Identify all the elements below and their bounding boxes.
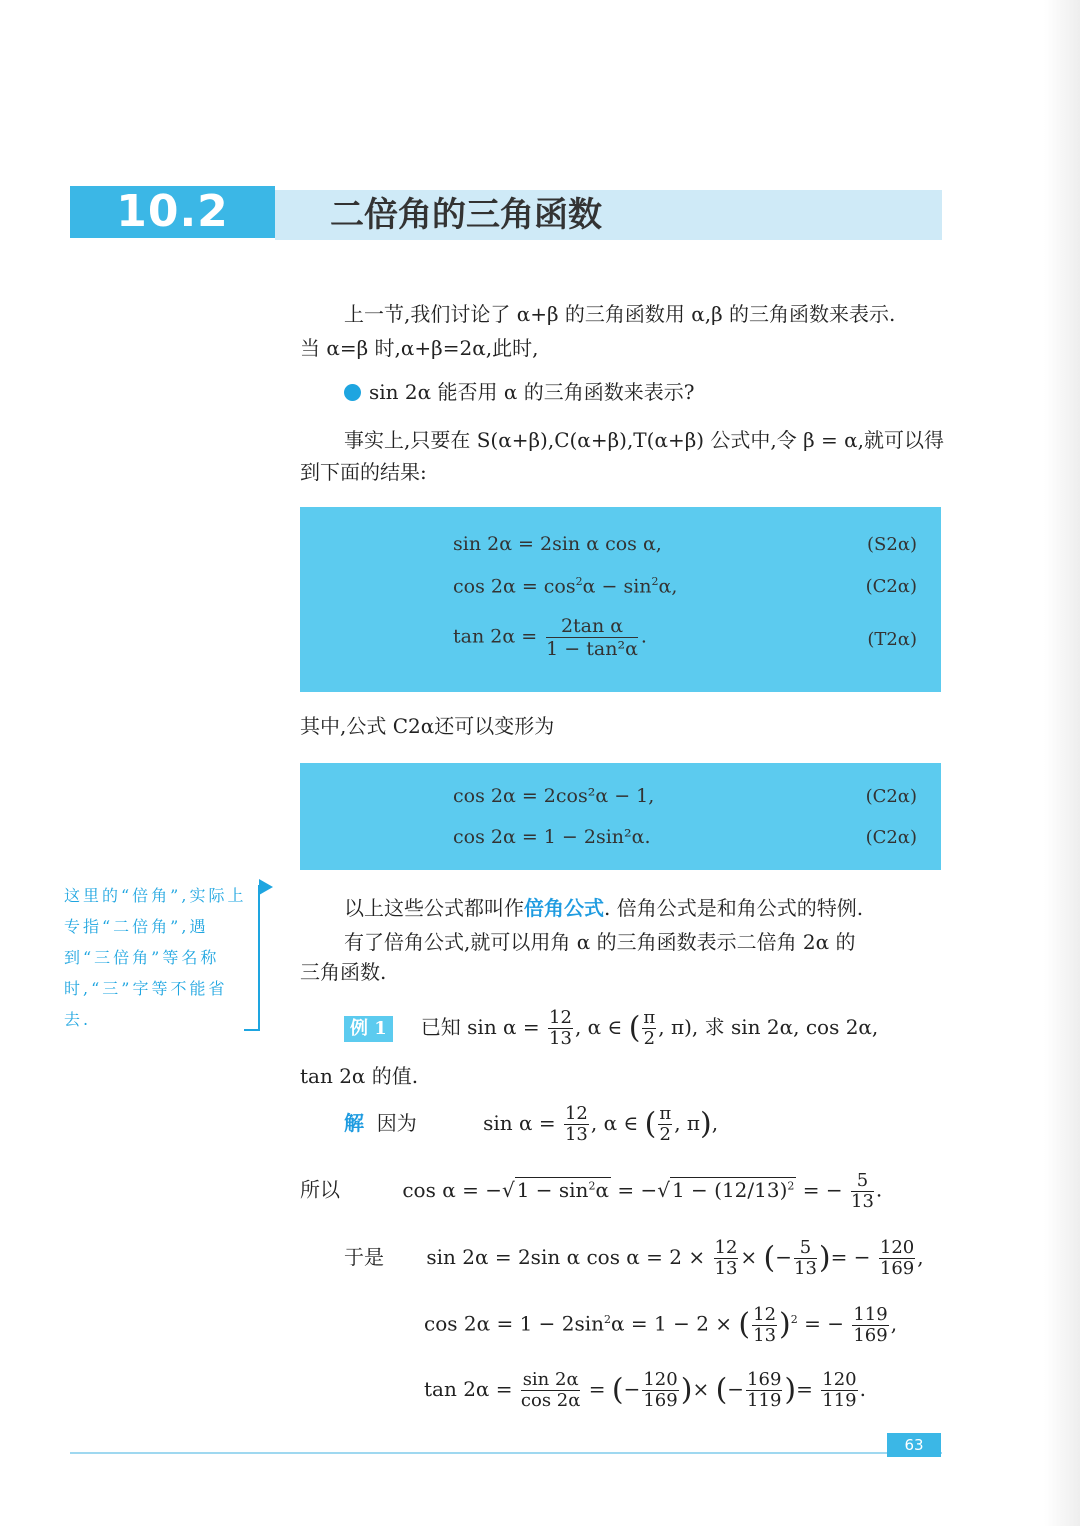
fact-line-2: 到下面的结果: [300, 460, 427, 484]
tag-c2a-variant-2: (C2α) [865, 827, 917, 848]
formula-sin2a: sin 2α = 2sin α cos α, [453, 533, 662, 555]
page-edge-shade [1044, 0, 1080, 1526]
note-bracket [258, 885, 260, 1030]
solution-cos2a: $\cos 2\alpha = 1 - 2\sin^2\alpha = 1 - 2$ × ( $\frac{12}{13}$ )$^2$ = − $\frac{119}{169}$ , [424, 1303, 898, 1346]
formula-tan2a: tan 2α = $\frac{\text{2tan α}}{\text{1 − tan²α}}$ . [453, 615, 647, 660]
formula-cos2a-variant-2: cos 2α = 1 − 2sin²α. [453, 826, 651, 848]
question-text: sin 2α 能否用 α 的三角函数来表示? [369, 380, 695, 404]
double-angle-line-3: 三角函数. [300, 960, 387, 984]
section-number: 10.2 [70, 186, 275, 238]
solution-sin2a: 于是 sin 2α = 2sin α cos α = 2 × $\frac{12}{13}$ × (− $\frac{5}{13}$ )= − $\frac{120}{169}$ , [344, 1237, 924, 1279]
example-1: 例 1 已知 sin α = $\frac{12}{13}$ , α ∈ ( $\frac{\pi}{2}$ , π), 求 sin 2α, cos 2α, [344, 1008, 878, 1049]
transform-intro: 其中,公式 C2α还可以变形为 [300, 714, 555, 738]
guiding-question [344, 376, 694, 408]
fact-line-1: 事实上,只要在 S(α+β),C(α+β),T(α+β) 公式中,令 β = α,就可以得 [344, 428, 945, 452]
tag-t2a: (T2α) [867, 629, 917, 650]
footer-line [70, 1452, 942, 1454]
page-number: 63 [887, 1433, 941, 1457]
formula-cos2a-variant-1: cos 2α = 2cos²α − 1, [453, 785, 655, 807]
side-note: 这里的“倍角”,实际上专指“二倍角”,遇到“三倍角”等名称时,“三”字等不能省去. [64, 886, 247, 1029]
bullet-icon [344, 384, 361, 401]
keyword-double-angle: 倍角公式 [524, 896, 604, 920]
section-title: 二倍角的三角函数 [330, 195, 602, 235]
tag-s2a: (S2α) [867, 534, 917, 555]
solution-label: 解 [344, 1111, 364, 1135]
intro-line-2: 当 α=β 时,α+β=2α,此时, [300, 336, 539, 360]
example-label: 例 1 [344, 1016, 393, 1042]
tag-c2a-variant-1: (C2α) [865, 786, 917, 807]
double-angle-definition: 以上这些公式都叫作倍角公式. 倍角公式是和角公式的特例. [344, 896, 864, 920]
double-angle-line-2: 有了倍角公式,就可以用角 α 的三角函数表示二倍角 2α 的 [344, 930, 856, 954]
double-angle-formula-box [300, 507, 941, 692]
formula-cos2a: $\cos 2\alpha = \cos^2\alpha - \sin^2\alpha$, [453, 575, 678, 598]
example-line-2: tan 2α 的值. [300, 1064, 419, 1088]
solution-because: 解 因为 sin α = $\frac{12}{13}$ , α ∈ ( $\frac{\pi}{2}$ , π), [344, 1103, 719, 1145]
cos-variant-formula-box [300, 763, 941, 870]
solution-tan2a: tan 2α = $\frac{\sin 2\alpha}{\cos 2\alpha}$ = (− $\frac{120}{169}$ )× (− $\frac{169}{119}$ )= $\frac{120}{119}$ . [424, 1369, 866, 1411]
intro-line-1: 上一节,我们讨论了 α+β 的三角函数用 α,β 的三角函数来表示. [344, 302, 896, 326]
note-flag-icon [259, 879, 273, 895]
solution-so: 所以 cos α = −√ $1 - \sin^2\alpha$ = −√ $1 - (12/13)^2$ = − $\frac{5}{13}$ . [300, 1169, 883, 1212]
tag-c2a: (C2α) [865, 576, 917, 597]
note-bracket-foot [244, 1029, 260, 1031]
